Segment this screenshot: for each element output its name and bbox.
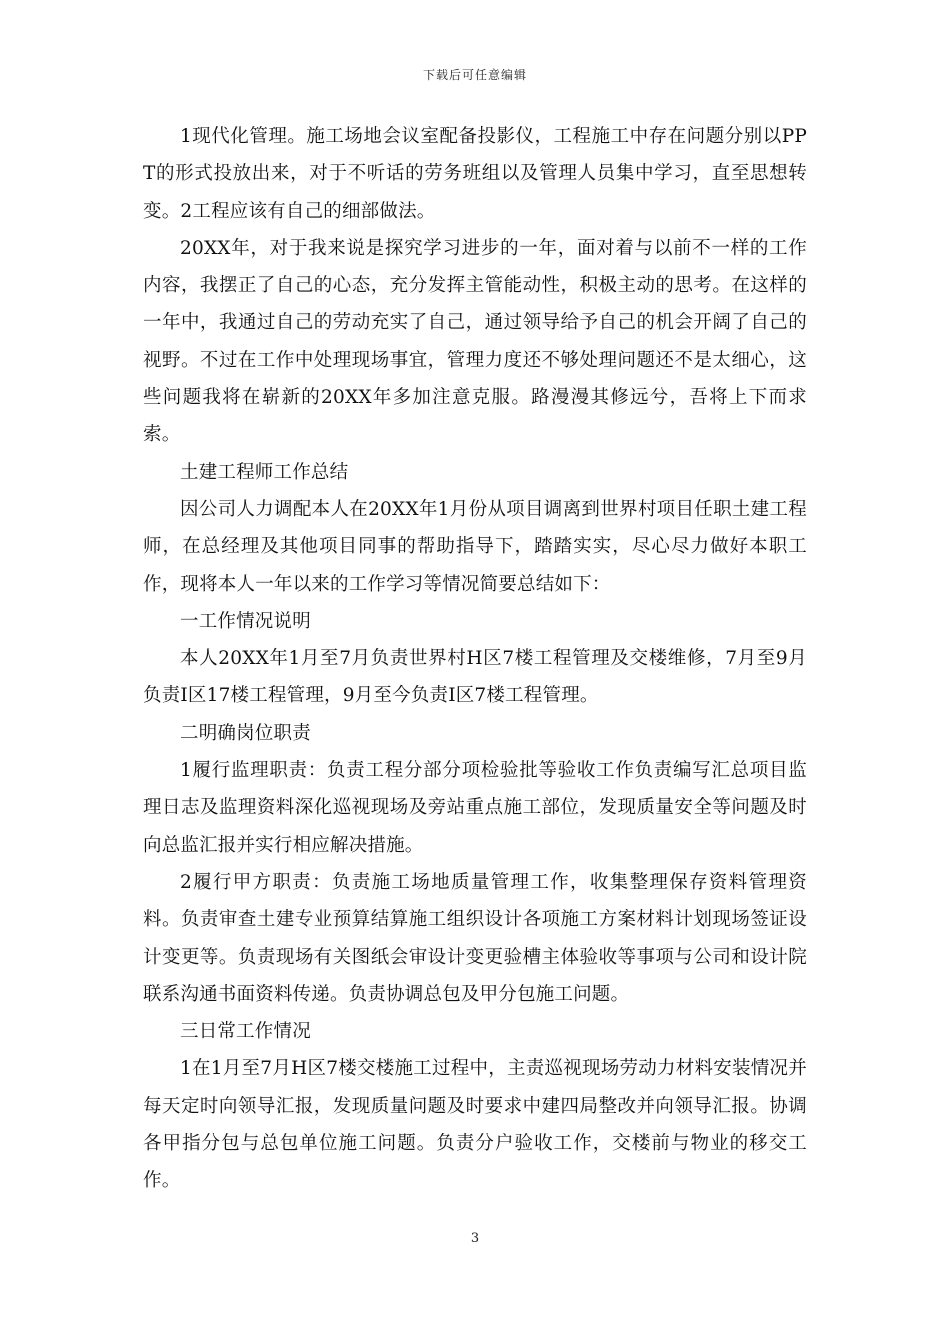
paragraph-owner-duty: 2履行甲方职责：负责施工场地质量管理工作，收集整理保存资料管理资料。负责审查土建专业预算结算施工组织设计各项施工方案材料计划现场签证设计变更等。负责现场有关图纸会审设计变更验槽主体验收等事项与公司和设计院联系沟通书面资料传递。负责协调总包及甲分包施工问题。: [143, 871, 807, 1005]
section-heading-duties: 二明确岗位职责: [180, 722, 311, 744]
page-number: 3: [470, 1231, 480, 1246]
document-body: [143, 118, 807, 1200]
paragraph-introduction: 因公司人力调配本人在20XX年1月份从项目调离到世界村项目任职土建工程师，在总经理及其他项目同事的帮助指导下，踏踏实实，尽心尽力做好本职工作，现将本人一年以来的工作学习等情况简要总结如下：: [143, 498, 807, 595]
paragraph-supervision-duty: 1履行监理职责：负责工程分部分项检验批等验收工作负责编写汇总项目监理日志及监理资料深化巡视现场及旁站重点施工部位，发现质量安全等问题及时向总监汇报并实行相应解决措施。: [143, 760, 807, 856]
section-heading-work-status: 一工作情况说明: [180, 610, 311, 632]
paragraph-year-reflection: 20XX年，对于我来说是探究学习进步的一年，面对着与以前不一样的工作内容，我摆正了自己的心态，充分发挥主管能动性，积极主动的思考。在这样的一年中，我通过自己的劳动充实了自己，通过领导给予自己的机会开阔了自己的视野。不过在工作中处理现场事宜，管理力度还不够处理问题还不是太细心，这些问题我将在崭新的20XX年多加注意克服。路漫漫其修远兮，吾将上下而求索。: [143, 237, 807, 446]
section-heading-daily-work: 三日常工作情况: [180, 1021, 311, 1043]
section-title-summary: 土建工程师工作总结: [180, 461, 349, 483]
paragraph-modern-management: 1现代化管理。施工场地会议室配备投影仪，工程施工中存在问题分别以PPT的形式投放出来，对于不听话的劳务班组以及管理人员集中学习，直至思想转变。2工程应该有自己的细部做法。: [143, 126, 807, 222]
page-header-note: 下载后可任意编辑: [422, 68, 527, 82]
paragraph-daily-work: 1在1月至7月H区7楼交楼施工过程中，主责巡视现场劳动力材料安装情况并每天定时向领导汇报，发现质量问题及时要求中建四局整改并向领导汇报。协调各甲指分包与总包单位施工问题。负责分户验收工作，交楼前与物业的移交工作。: [143, 1058, 807, 1192]
paragraph-work-status: 本人20XX年1月至7月负责世界村H区7楼工程管理及交楼维修，7月至9月负责I区17楼工程管理，9月至今负责I区7楼工程管理。: [143, 648, 807, 707]
